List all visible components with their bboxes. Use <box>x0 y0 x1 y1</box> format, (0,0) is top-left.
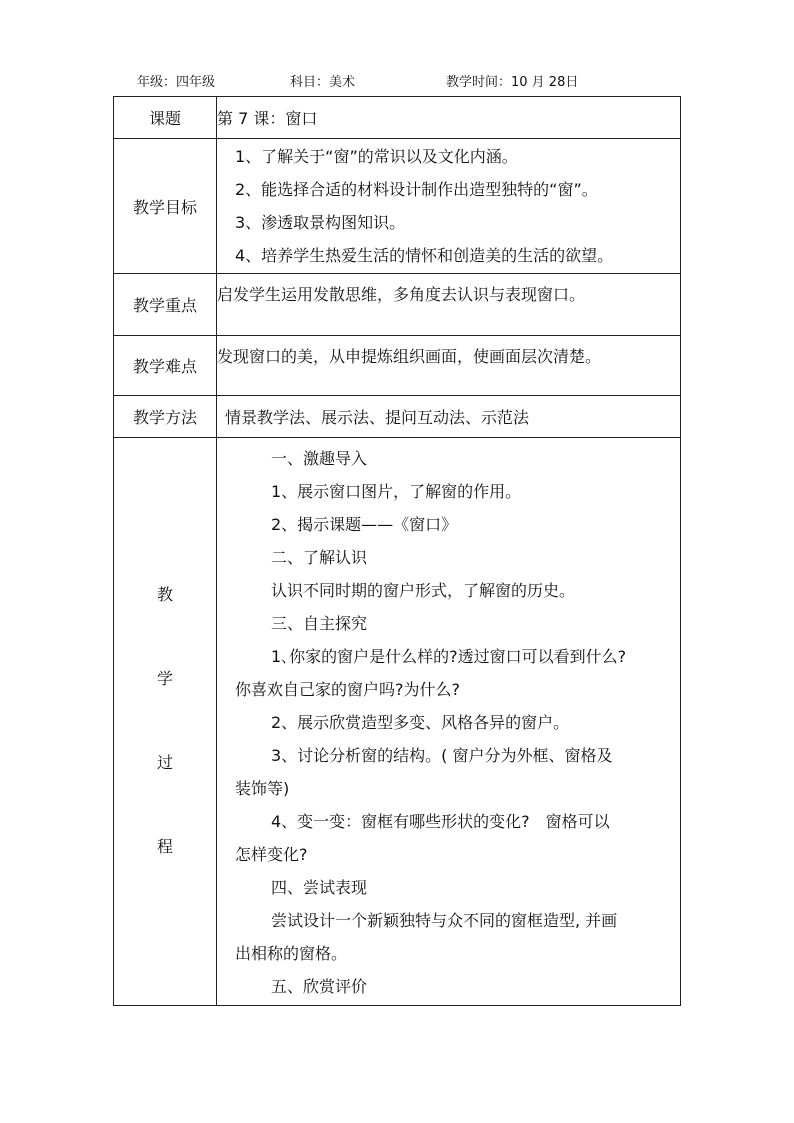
key-points-row <box>114 274 681 336</box>
grade-label: 年级：四年级 <box>137 75 216 90</box>
process-line: 1、展示窗口图片，了解窗的作用。 <box>271 482 522 501</box>
process-line: 2、揭示课题——《窗口》 <box>271 515 458 534</box>
process-content <box>217 438 681 1006</box>
process-label-char: 教 <box>156 585 173 604</box>
methods-label: 教学方法 <box>114 396 217 438</box>
methods-value: 情景教学法、展示法、提问互动法、示范法 <box>217 396 681 438</box>
process-line: 装饰等) <box>235 779 290 798</box>
topic-label: 课题 <box>114 97 217 139</box>
objective-item: 4、培养学生热爱生活的情怀和创造美的生活的欲望。 <box>235 246 614 265</box>
process-line: 三、自主探究 <box>271 614 368 633</box>
difficulties-value: 发现窗口的美，从申提炼组织画面，使画面层次清楚。 <box>217 336 681 396</box>
methods-row <box>114 396 681 438</box>
process-line: 出相称的窗格。 <box>235 944 348 963</box>
difficulties-label: 教学难点 <box>114 336 217 396</box>
process-line: 2、展示欣赏造型多变、风格各异的窗户。 <box>271 713 570 732</box>
process-label-char: 程 <box>156 837 173 856</box>
topic-row <box>114 97 681 139</box>
objective-item: 1、了解关于“窗”的常识以及文化内涵。 <box>235 147 518 166</box>
difficulties-row <box>114 336 681 396</box>
teaching-time-label: 教学时间：10 月 28日 <box>446 75 579 90</box>
process-label <box>114 438 217 1006</box>
objective-item: 3、渗透取景构图知识。 <box>235 213 406 232</box>
process-line: 1､你家的窗户是什么样的?透过窗口可以看到什么? <box>271 647 627 666</box>
lesson-plan-table <box>113 96 681 1006</box>
subject-label: 科目：美术 <box>290 75 356 90</box>
process-line: 怎样变化? <box>235 845 308 864</box>
process-line: 4、变一变：窗框有哪些形状的变化? 窗格可以 <box>271 812 610 831</box>
process-label-char: 过 <box>156 753 173 772</box>
process-line: 3、讨论分析窗的结构。( 窗户分为外框、窗格及 <box>271 746 613 765</box>
objective-item: 2、能选择合适的材料设计制作出造型独特的“窗”。 <box>235 180 598 199</box>
objectives-cell <box>217 139 681 274</box>
process-label-char: 学 <box>156 669 173 688</box>
process-line: 你喜欢自己家的窗户吗?为什么? <box>235 680 460 699</box>
process-row <box>114 438 681 1006</box>
key-points-label: 教学重点 <box>114 274 217 336</box>
key-points-value: 启发学生运用发散思维，多角度去认识与表现窗口。 <box>217 274 681 336</box>
objectives-row <box>114 139 681 274</box>
process-line: 二、了解认识 <box>271 548 368 567</box>
document-header <box>0 71 794 91</box>
process-line: 一、激趣导入 <box>271 449 368 468</box>
topic-value: 第 7 课：窗口 <box>217 97 681 139</box>
process-line: 尝试设计一个新颖独特与众不同的窗框造型, 并画 <box>271 911 618 930</box>
objectives-label: 教学目标 <box>114 139 217 274</box>
process-line: 四、尝试表现 <box>271 878 368 897</box>
process-line: 五、欣赏评价 <box>271 977 368 996</box>
process-line: 认识不同时期的窗户形式，了解窗的历史。 <box>271 581 576 600</box>
